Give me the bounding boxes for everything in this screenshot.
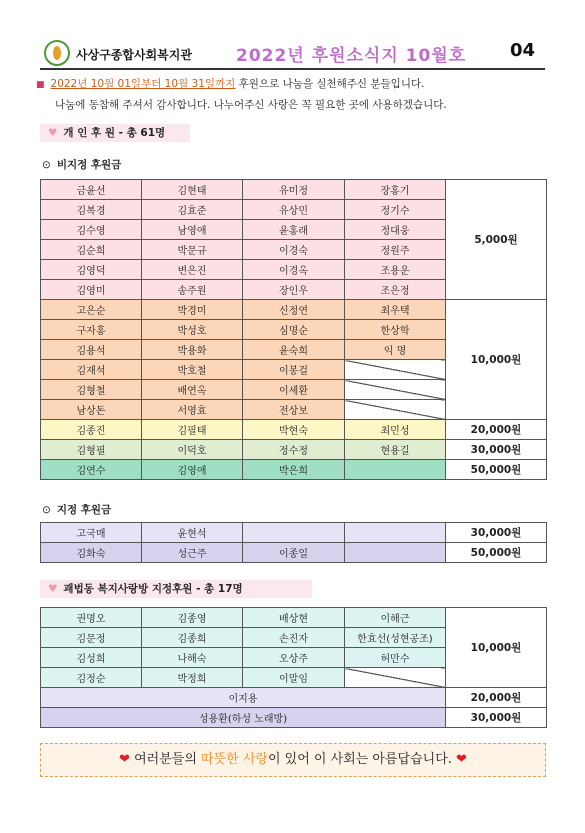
donor-name: 남상돈 (41, 400, 142, 420)
donor-name: 박문규 (142, 240, 243, 260)
nondesignated-table (40, 179, 547, 480)
table-row (41, 420, 547, 440)
designated-table (40, 522, 547, 563)
donor-name: 심명순 (243, 320, 345, 340)
amount-cell: 10,000원 (446, 608, 547, 688)
donor-name: 한상학 (345, 320, 446, 340)
page-title: 2022년 후원소식지 10월호 (236, 46, 467, 66)
individual-badge (40, 124, 190, 142)
circle-bullet-icon: ⊙ (42, 504, 51, 516)
sarangbang-badge (40, 580, 312, 598)
donor-name: 박성호 (142, 320, 243, 340)
donor-name: 익 명 (345, 340, 446, 360)
donor-name: 김영애 (142, 460, 243, 480)
designated-heading (42, 502, 111, 517)
table-row (41, 708, 547, 728)
donor-name: 성용환(하성 노래방) (41, 708, 446, 728)
donor-name: 이경옥 (243, 260, 345, 280)
donor-name: 고은순 (41, 300, 142, 320)
amount-cell: 5,000원 (446, 180, 547, 300)
empty-cell (345, 400, 446, 420)
table-row (41, 440, 547, 460)
donor-name: 배연옥 (142, 380, 243, 400)
sarangbang-table (40, 607, 547, 728)
table-row (41, 300, 547, 320)
footer-message (40, 743, 546, 777)
donor-name: 박은희 (243, 460, 345, 480)
donor-name: 김종진 (41, 420, 142, 440)
nondesignated-heading (42, 157, 121, 172)
donor-name: 김필태 (142, 420, 243, 440)
donor-name: 김종희 (142, 628, 243, 648)
donor-name: 정대웅 (345, 220, 446, 240)
donor-name: 변은진 (142, 260, 243, 280)
donor-name: 유상민 (243, 200, 345, 220)
donor-name: 남영애 (142, 220, 243, 240)
table-row (41, 180, 547, 200)
donor-name: 윤홍래 (243, 220, 345, 240)
amount-cell: 20,000원 (446, 688, 547, 708)
donor-name: 박정희 (142, 668, 243, 688)
donor-name: 송주원 (142, 280, 243, 300)
donor-name: 김화숙 (41, 543, 142, 563)
donor-name: 고국매 (41, 523, 142, 543)
empty-cell (345, 360, 446, 380)
amount-cell: 20,000원 (446, 420, 547, 440)
donor-name: 장홍기 (345, 180, 446, 200)
donor-name: 한효선(성현공조) (345, 628, 446, 648)
donor-name: 이종일 (243, 543, 345, 563)
individual-badge-text: 개 인 후 원 - 총 61명 (63, 127, 166, 139)
donor-name: 이말임 (243, 668, 345, 688)
donor-name: 장인우 (243, 280, 345, 300)
heart-icon: ♥ (48, 583, 58, 595)
amount-cell: 30,000원 (446, 523, 547, 543)
amount-cell: 30,000원 (446, 440, 547, 460)
bullet-icon: ■ (36, 80, 45, 90)
intro-period: 2022년 10월 01일부터 10월 31일까지 (50, 78, 236, 90)
donor-name: 이지용 (41, 688, 446, 708)
donor-name: 박용화 (142, 340, 243, 360)
donor-name: 전상보 (243, 400, 345, 420)
empty-cell (345, 380, 446, 400)
donor-name: 김형철 (41, 380, 142, 400)
donor-name: 최우택 (345, 300, 446, 320)
donor-name: 오상주 (243, 648, 345, 668)
donor-name: 김정순 (41, 668, 142, 688)
nondesignated-heading-text: 비지정 후원금 (56, 159, 122, 171)
footer-text-after: 이 있어 이 사회는 아름답습니다. (267, 752, 452, 767)
donor-name: 현용길 (345, 440, 446, 460)
donor-name: 이덕호 (142, 440, 243, 460)
donor-name: 김영미 (41, 280, 142, 300)
circle-bullet-icon: ⊙ (42, 159, 51, 171)
page-header (40, 36, 545, 70)
designated-heading-text: 지정 후원금 (56, 504, 112, 516)
intro-line-2: 나눔에 동참해 주셔서 감사합니다. 나누어주신 사랑은 꼭 필요한 곳에 사용하겠습니다. (55, 99, 447, 111)
footer-text-before: 여러분들의 (134, 752, 202, 767)
donor-name: 구자홍 (41, 320, 142, 340)
donor-name: 박호철 (142, 360, 243, 380)
donor-name: 김문정 (41, 628, 142, 648)
donor-name: 정기수 (345, 200, 446, 220)
donor-name: 윤숙희 (243, 340, 345, 360)
heart-icon: ❤ (119, 752, 130, 767)
donor-name: 김종영 (142, 608, 243, 628)
table-row (41, 688, 547, 708)
org-logo-icon (44, 40, 70, 66)
empty-cell (345, 460, 446, 480)
empty-cell (345, 543, 446, 563)
amount-cell: 10,000원 (446, 300, 547, 420)
org-name: 사상구종합사회복지관 (76, 48, 192, 62)
donor-name: 손진자 (243, 628, 345, 648)
donor-name: 김연수 (41, 460, 142, 480)
donor-name: 조용운 (345, 260, 446, 280)
intro-line-1 (36, 76, 424, 91)
footer-highlight: 따뜻한 사랑 (201, 752, 268, 767)
table-row (41, 460, 547, 480)
donor-name: 김형필 (41, 440, 142, 460)
amount-cell: 50,000원 (446, 460, 547, 480)
donor-name: 김복경 (41, 200, 142, 220)
donor-name: 금윤선 (41, 180, 142, 200)
donor-name: 김영덕 (41, 260, 142, 280)
donor-name: 박경미 (142, 300, 243, 320)
donor-name: 정원주 (345, 240, 446, 260)
donor-name: 정수정 (243, 440, 345, 460)
donor-name: 김수영 (41, 220, 142, 240)
donor-name: 김용석 (41, 340, 142, 360)
donor-name: 성근주 (142, 543, 243, 563)
empty-cell (345, 668, 446, 688)
donor-name: 이세환 (243, 380, 345, 400)
donor-name: 김효준 (142, 200, 243, 220)
donor-name: 허만수 (345, 648, 446, 668)
amount-cell: 30,000원 (446, 708, 547, 728)
page-number: 04 (509, 40, 535, 61)
donor-name: 서영효 (142, 400, 243, 420)
donor-name: 이해근 (345, 608, 446, 628)
donor-name: 권명오 (41, 608, 142, 628)
intro-text: 후원으로 나눔을 실천해주신 분들입니다. (235, 78, 425, 90)
donor-name: 배상현 (243, 608, 345, 628)
heart-icon: ❤ (456, 752, 467, 767)
donor-name: 윤현석 (142, 523, 243, 543)
donor-name: 김재석 (41, 360, 142, 380)
empty-cell (345, 523, 446, 543)
amount-cell: 50,000원 (446, 543, 547, 563)
heart-icon: ♥ (48, 127, 58, 139)
table-row (41, 543, 547, 563)
donor-name: 유미정 (243, 180, 345, 200)
donor-name: 김순희 (41, 240, 142, 260)
donor-name: 이봉걸 (243, 360, 345, 380)
donor-name: 김성희 (41, 648, 142, 668)
donor-name: 박현숙 (243, 420, 345, 440)
donor-name: 신정연 (243, 300, 345, 320)
donor-name: 나해숙 (142, 648, 243, 668)
donor-name: 최민성 (345, 420, 446, 440)
donor-name: 김현태 (142, 180, 243, 200)
donor-name: 조은정 (345, 280, 446, 300)
table-row (41, 608, 547, 628)
sarangbang-badge-text: 괘법동 복지사랑방 지정후원 - 총 17명 (63, 583, 243, 595)
table-row (41, 523, 547, 543)
donor-name: 이경숙 (243, 240, 345, 260)
empty-cell (243, 523, 345, 543)
